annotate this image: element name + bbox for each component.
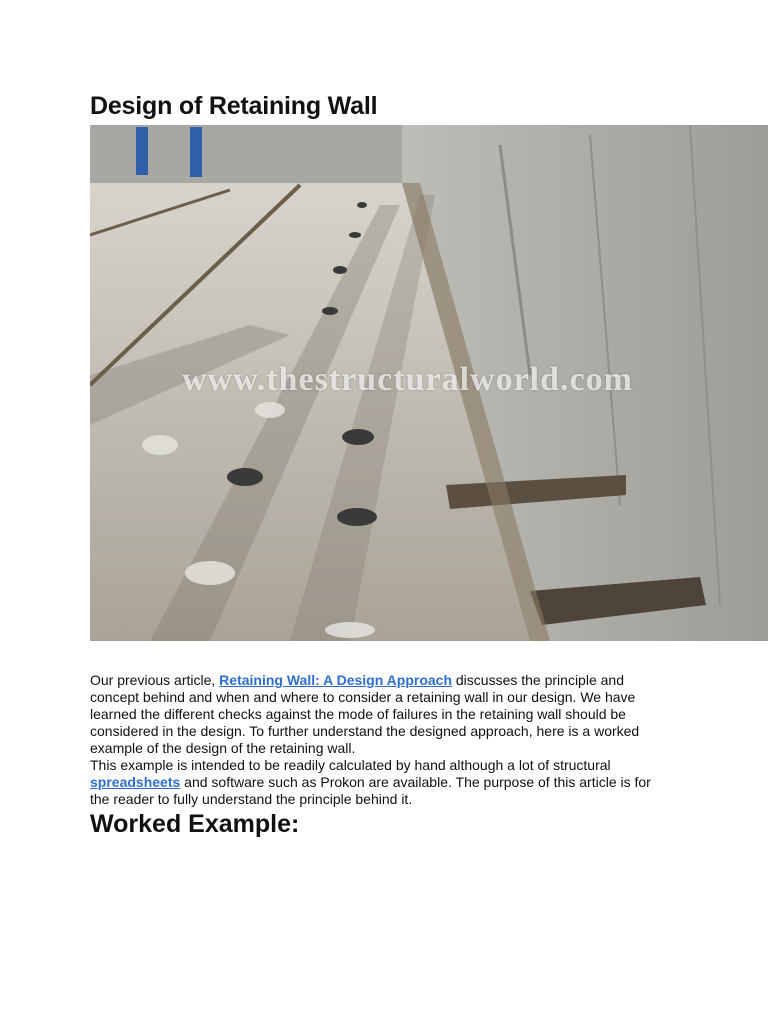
retaining-wall-design-approach-link[interactable]: Retaining Wall: A Design Approach	[219, 672, 452, 688]
purpose-text-start: This example is intended to be readily calculated by hand although a lot of structural	[90, 757, 611, 773]
intro-text-end: discusses the principle and concept behind and when and where to consider a retaining wall in our design. We have learned the different checks against the mode of failures in the retaining wall should be considered in the design. To further understand the designed approach, here is a worked example of the design of the retaining wall.	[90, 672, 640, 756]
intro-paragraph	[90, 672, 670, 757]
intro-text-start: Our previous article,	[90, 672, 220, 688]
page-title: Design of Retaining Wall	[90, 92, 378, 120]
retaining-wall-photo	[90, 125, 768, 641]
worked-example-heading: Worked Example:	[90, 810, 300, 838]
photo-watermark: www.thestructuralworld.com	[182, 361, 633, 398]
purpose-paragraph	[90, 757, 670, 808]
article-body	[90, 672, 670, 808]
purpose-text-end: and software such as Prokon are available. The purpose of this article is for the reader to fully understand the principle behind it.	[90, 774, 651, 807]
spreadsheets-link[interactable]: spreadsheets	[90, 774, 181, 790]
